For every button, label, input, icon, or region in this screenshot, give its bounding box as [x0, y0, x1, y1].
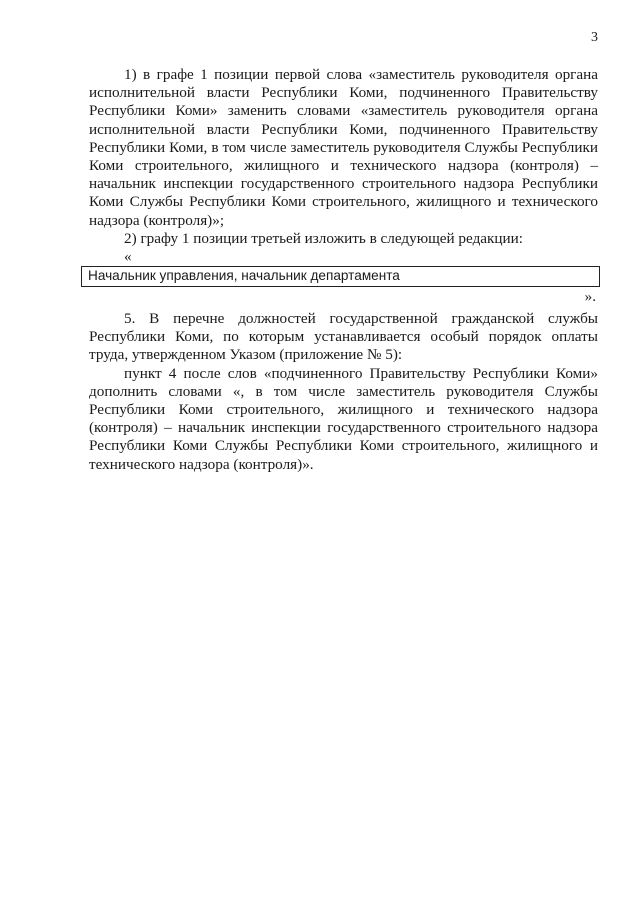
paragraph-item-1: 1) в графе 1 позиции первой слова «заместитель руководителя органа исполнительной власти Республики Коми, подчиненного Правительству Республики Коми» заменить словами «заместитель руководителя органа исполнительной власти Республики Коми, подчиненного Правительству Республики Коми, в том числе заместитель руководителя Службы Республики Коми строительного, жилищного и технического надзора (контроля) – начальник инспекции государственного строительного надзора Республики Коми Службы Республики Коми строительного, жилищного и технического надзора (контроля)»;: [89, 66, 598, 229]
opening-quote: «: [124, 248, 132, 266]
document-body: [89, 66, 598, 474]
table-cell-position-title: Начальник управления, начальник департамента: [81, 266, 600, 287]
page-number: 3: [591, 30, 598, 45]
paragraph-point-4: пункт 4 после слов «подчиненного Правительству Республики Коми» дополнить словами «, в том числе заместитель руководителя Службы Республики Коми строительного, жилищного и технического надзора (контроля) – начальник инспекции государственного строительного надзора Республики Коми Службы Республики Коми строительного, жилищного и технического надзора (контроля)».: [89, 364, 598, 473]
paragraph-section-5: 5. В перечне должностей государственной гражданской службы Республики Коми, по которым устанавливается особый порядок оплаты труда, утвержденном Указом (приложение № 5):: [89, 310, 598, 364]
paragraph-item-2: 2) графу 1 позиции третьей изложить в следующей редакции:: [124, 229, 524, 247]
closing-quote: ».: [584, 288, 596, 306]
